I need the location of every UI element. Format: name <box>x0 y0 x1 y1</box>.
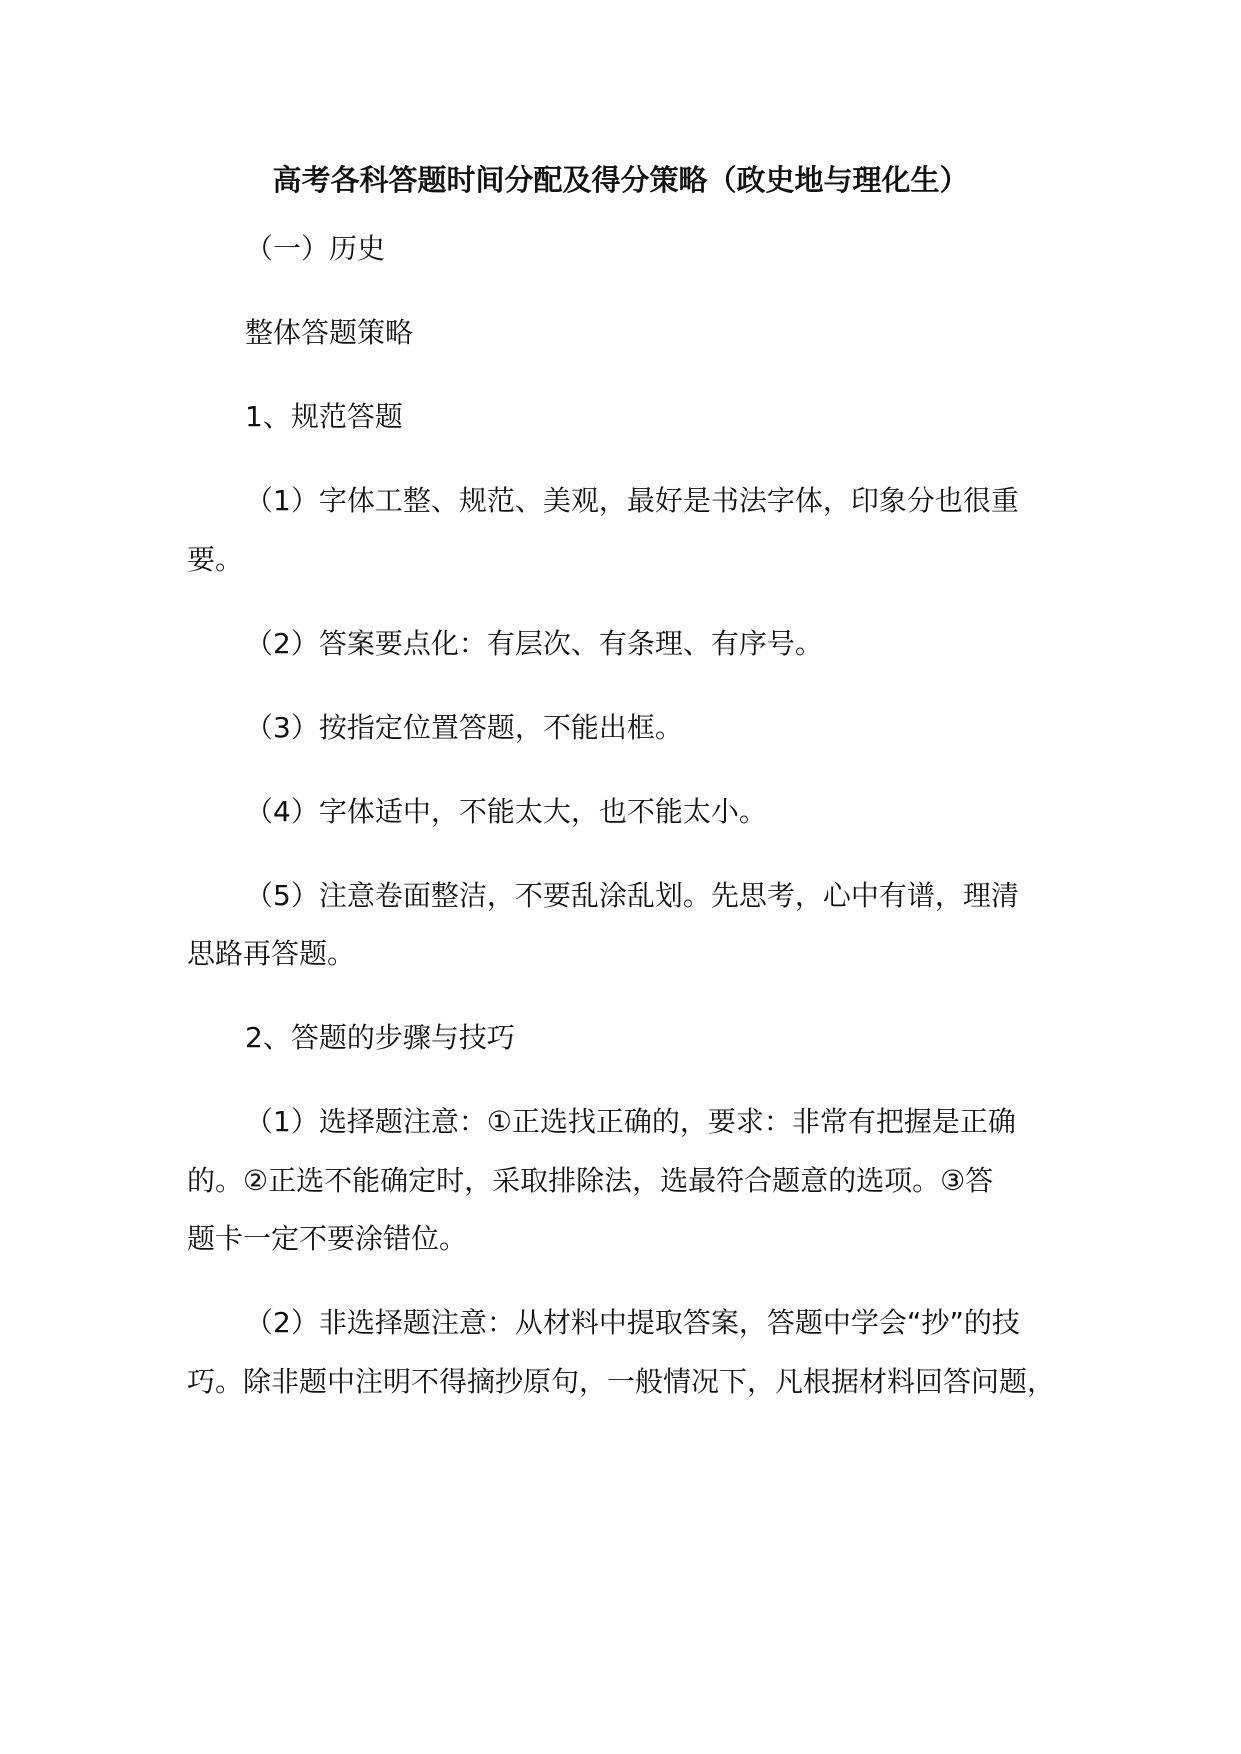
section-heading-history: （一）历史 <box>245 232 386 265</box>
paragraph-line: （1）字体工整、规范、美观，最好是书法字体，印象分也很重 <box>245 484 1019 517</box>
document-title: 高考各科答题时间分配及得分策略（政史地与理化生） <box>272 163 969 197</box>
paragraph-line: 巧。除非题中注明不得摘抄原句，一般情况下，凡根据材料回答问题， <box>187 1365 1056 1398</box>
paragraph-line: （5）注意卷面整洁，不要乱涂乱划。先思考，心中有谱，理清 <box>245 879 1019 912</box>
paragraph-line: （2）非选择题注意：从材料中提取答案，答题中学会“抄”的技 <box>245 1306 1020 1339</box>
paragraph-line: （3）按指定位置答题，不能出框。 <box>245 711 683 744</box>
overall-strategy-heading: 整体答题策略 <box>245 316 414 349</box>
subheading-standard-answering: 1、规范答题 <box>245 400 403 433</box>
paragraph-line: 题卡一定不要涂错位。 <box>187 1222 468 1255</box>
paragraph-line: 的。②正选不能确定时，采取排除法，选最符合题意的选项。③答 <box>187 1164 994 1197</box>
paragraph-line: （2）答案要点化：有层次、有条理、有序号。 <box>245 627 823 660</box>
subheading-steps-and-techniques: 2、答题的步骤与技巧 <box>245 1021 515 1054</box>
paragraph-line: （1）选择题注意：①正选找正确的，要求：非常有把握是正确 <box>245 1105 1016 1138</box>
paragraph-line: 思路再答题。 <box>187 937 356 970</box>
paragraph-line: （4）字体适中，不能太大，也不能太小。 <box>245 795 767 828</box>
paragraph-line: 要。 <box>187 543 244 576</box>
